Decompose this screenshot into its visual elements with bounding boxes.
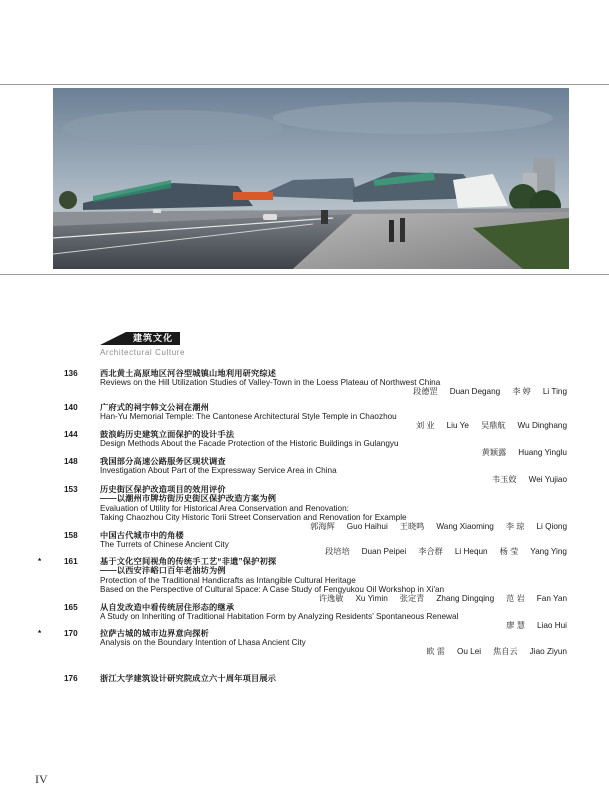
author-cn: 黄颖露 (481, 448, 507, 457)
title-cn: 广府式的祠宇韩文公祠在潮州 (100, 403, 210, 412)
title-en: Evaluation of Utility for Historical Area Conservation and Renovation: (100, 503, 349, 513)
author-cn: 段培培 (325, 547, 350, 556)
author-en: Huang Yinglu (518, 448, 567, 457)
authors (470, 448, 567, 457)
top-rule (0, 84, 609, 85)
authors (313, 547, 567, 556)
subtitle-cn: ——以西安沣峪口百年老油坊为例 (100, 566, 226, 576)
title-en: Reviews on the Hill Utilization Studies of Valley-Town in the Loess Plateau of Northwest China (100, 378, 441, 388)
page-number: 136 (64, 369, 78, 378)
author-cn: 刘 业 (415, 421, 435, 430)
author-en: Liao Hui (536, 621, 567, 630)
authors (480, 475, 567, 484)
page-number: 144 (64, 430, 78, 439)
section-heading (100, 332, 190, 360)
author-en: Guo Haihui (346, 522, 388, 531)
section-title-en: Architectural Culture (100, 348, 186, 357)
author-en: Jiao Ziyun (529, 647, 567, 656)
title-en: Analysis on the Boundary Intention of Lhasa Ancient City (100, 638, 306, 648)
author-en: Li Hequn (454, 547, 488, 556)
architecture-rendering-image (53, 88, 569, 269)
author-cn: 张定青 (399, 594, 425, 603)
author-en: Fan Yan (536, 594, 567, 603)
authors (401, 387, 567, 396)
authors (298, 522, 567, 531)
author-cn: 吴鼎航 (480, 421, 506, 430)
author-en: Li Qiong (536, 522, 567, 531)
authors (414, 647, 567, 656)
title-en: Protection of the Traditional Handicrafts as Intangible Cultural Heritage (100, 575, 356, 585)
author-cn: 欧 雷 (426, 647, 445, 656)
author-cn: 段德罡 (413, 387, 438, 396)
page-number: 140 (64, 403, 78, 412)
author-cn: 廖 慧 (506, 621, 525, 630)
subtitle-cn: ——以潮州市牌坊街历史街区保护改造方案为例 (100, 494, 277, 504)
page-folio: IV (35, 772, 48, 786)
page-number: 153 (64, 485, 78, 494)
author-en: Wang Xiaoming (436, 522, 494, 531)
author-cn: 李 琼 (505, 522, 525, 531)
title-cn: 历史街区保护改造项目的效用评价 (100, 485, 226, 494)
author-cn: 王晓鸣 (399, 522, 425, 531)
title-cn: 中国古代城市中的角楼 (100, 531, 184, 540)
author-en: Wei Yujiao (528, 475, 567, 484)
bottom-rule (0, 274, 609, 275)
author-cn: 李 婷 (512, 387, 531, 396)
author-en: Yang Ying (530, 547, 567, 556)
authors (404, 421, 567, 430)
page-number: 176 (64, 674, 78, 683)
section-title-cn: 建筑文化 (133, 333, 174, 343)
author-cn: 许逸敏 (318, 594, 344, 603)
page-number: 158 (64, 531, 78, 540)
page-number: 165 (64, 603, 78, 612)
author-cn: 范 岩 (506, 594, 525, 603)
author-cn: 韦玉姣 (492, 475, 517, 484)
author-en: Liu Ye (446, 421, 469, 430)
title-cn: 拉萨古城的城市边界意向探析 (100, 629, 210, 638)
title-cn: 基于文化空间视角的传统手工艺“非遗”保护初探 (100, 557, 277, 566)
page-number: 161 (64, 557, 78, 566)
title-en: A Study on Inheriting of Traditional Habitation Form by Analyzing Residents’ Spontaneous Renewal (100, 612, 459, 622)
title-en: The Turrets of Chinese Ancient City (100, 540, 229, 550)
author-en: Li Ting (542, 387, 567, 396)
title-en: Han-Yu Memorial Temple: The Cantonese Architectural Style Temple in Chaozhou (100, 412, 397, 422)
author-en: Duan Peipei (361, 547, 407, 556)
author-cn: 焦自云 (493, 647, 518, 656)
author-en: Zhang Dingqing (436, 594, 495, 603)
authors (307, 594, 567, 603)
title-cn: 从自发改造中看传统居住形态的继承 (100, 603, 235, 612)
page-number: 148 (64, 457, 78, 466)
author-en: Duan Degang (449, 387, 501, 396)
author-cn: 李合群 (418, 547, 443, 556)
title-cn: 我国部分高速公路服务区现状调查 (100, 457, 226, 466)
title-en: Investigation About Part of the Expressway Service Area in China (100, 466, 337, 476)
subtitle-en: Taking Chaozhou City Historic Torii Street Conservation and Renovation for Example (100, 513, 407, 523)
author-en: Xu Yimin (355, 594, 388, 603)
title-cn: 鼓浪屿历史建筑立面保护的设计手法 (100, 430, 235, 439)
title-en: Design Methods About the Facade Protection of the Historic Buildings in Gulangyu (100, 439, 399, 449)
subtitle-en: Based on the Perspective of Cultural Space: A Case Study of Fengyukou Oil Workshop in Xi'an (100, 585, 445, 595)
author-cn: 郭海辉 (310, 522, 335, 531)
author-en: Wu Dinghang (517, 421, 567, 430)
author-en: Ou Lei (456, 647, 482, 656)
title-cn: 西北黄土高原地区河谷型城镇山地利用研究综述 (100, 369, 277, 378)
title-cn: 浙江大学建筑设计研究院成立六十周年项目展示 (100, 674, 277, 683)
star-marker: * (38, 557, 42, 566)
author-cn: 杨 莹 (499, 547, 519, 556)
page-number: 170 (64, 629, 78, 638)
star-marker: * (38, 629, 42, 638)
